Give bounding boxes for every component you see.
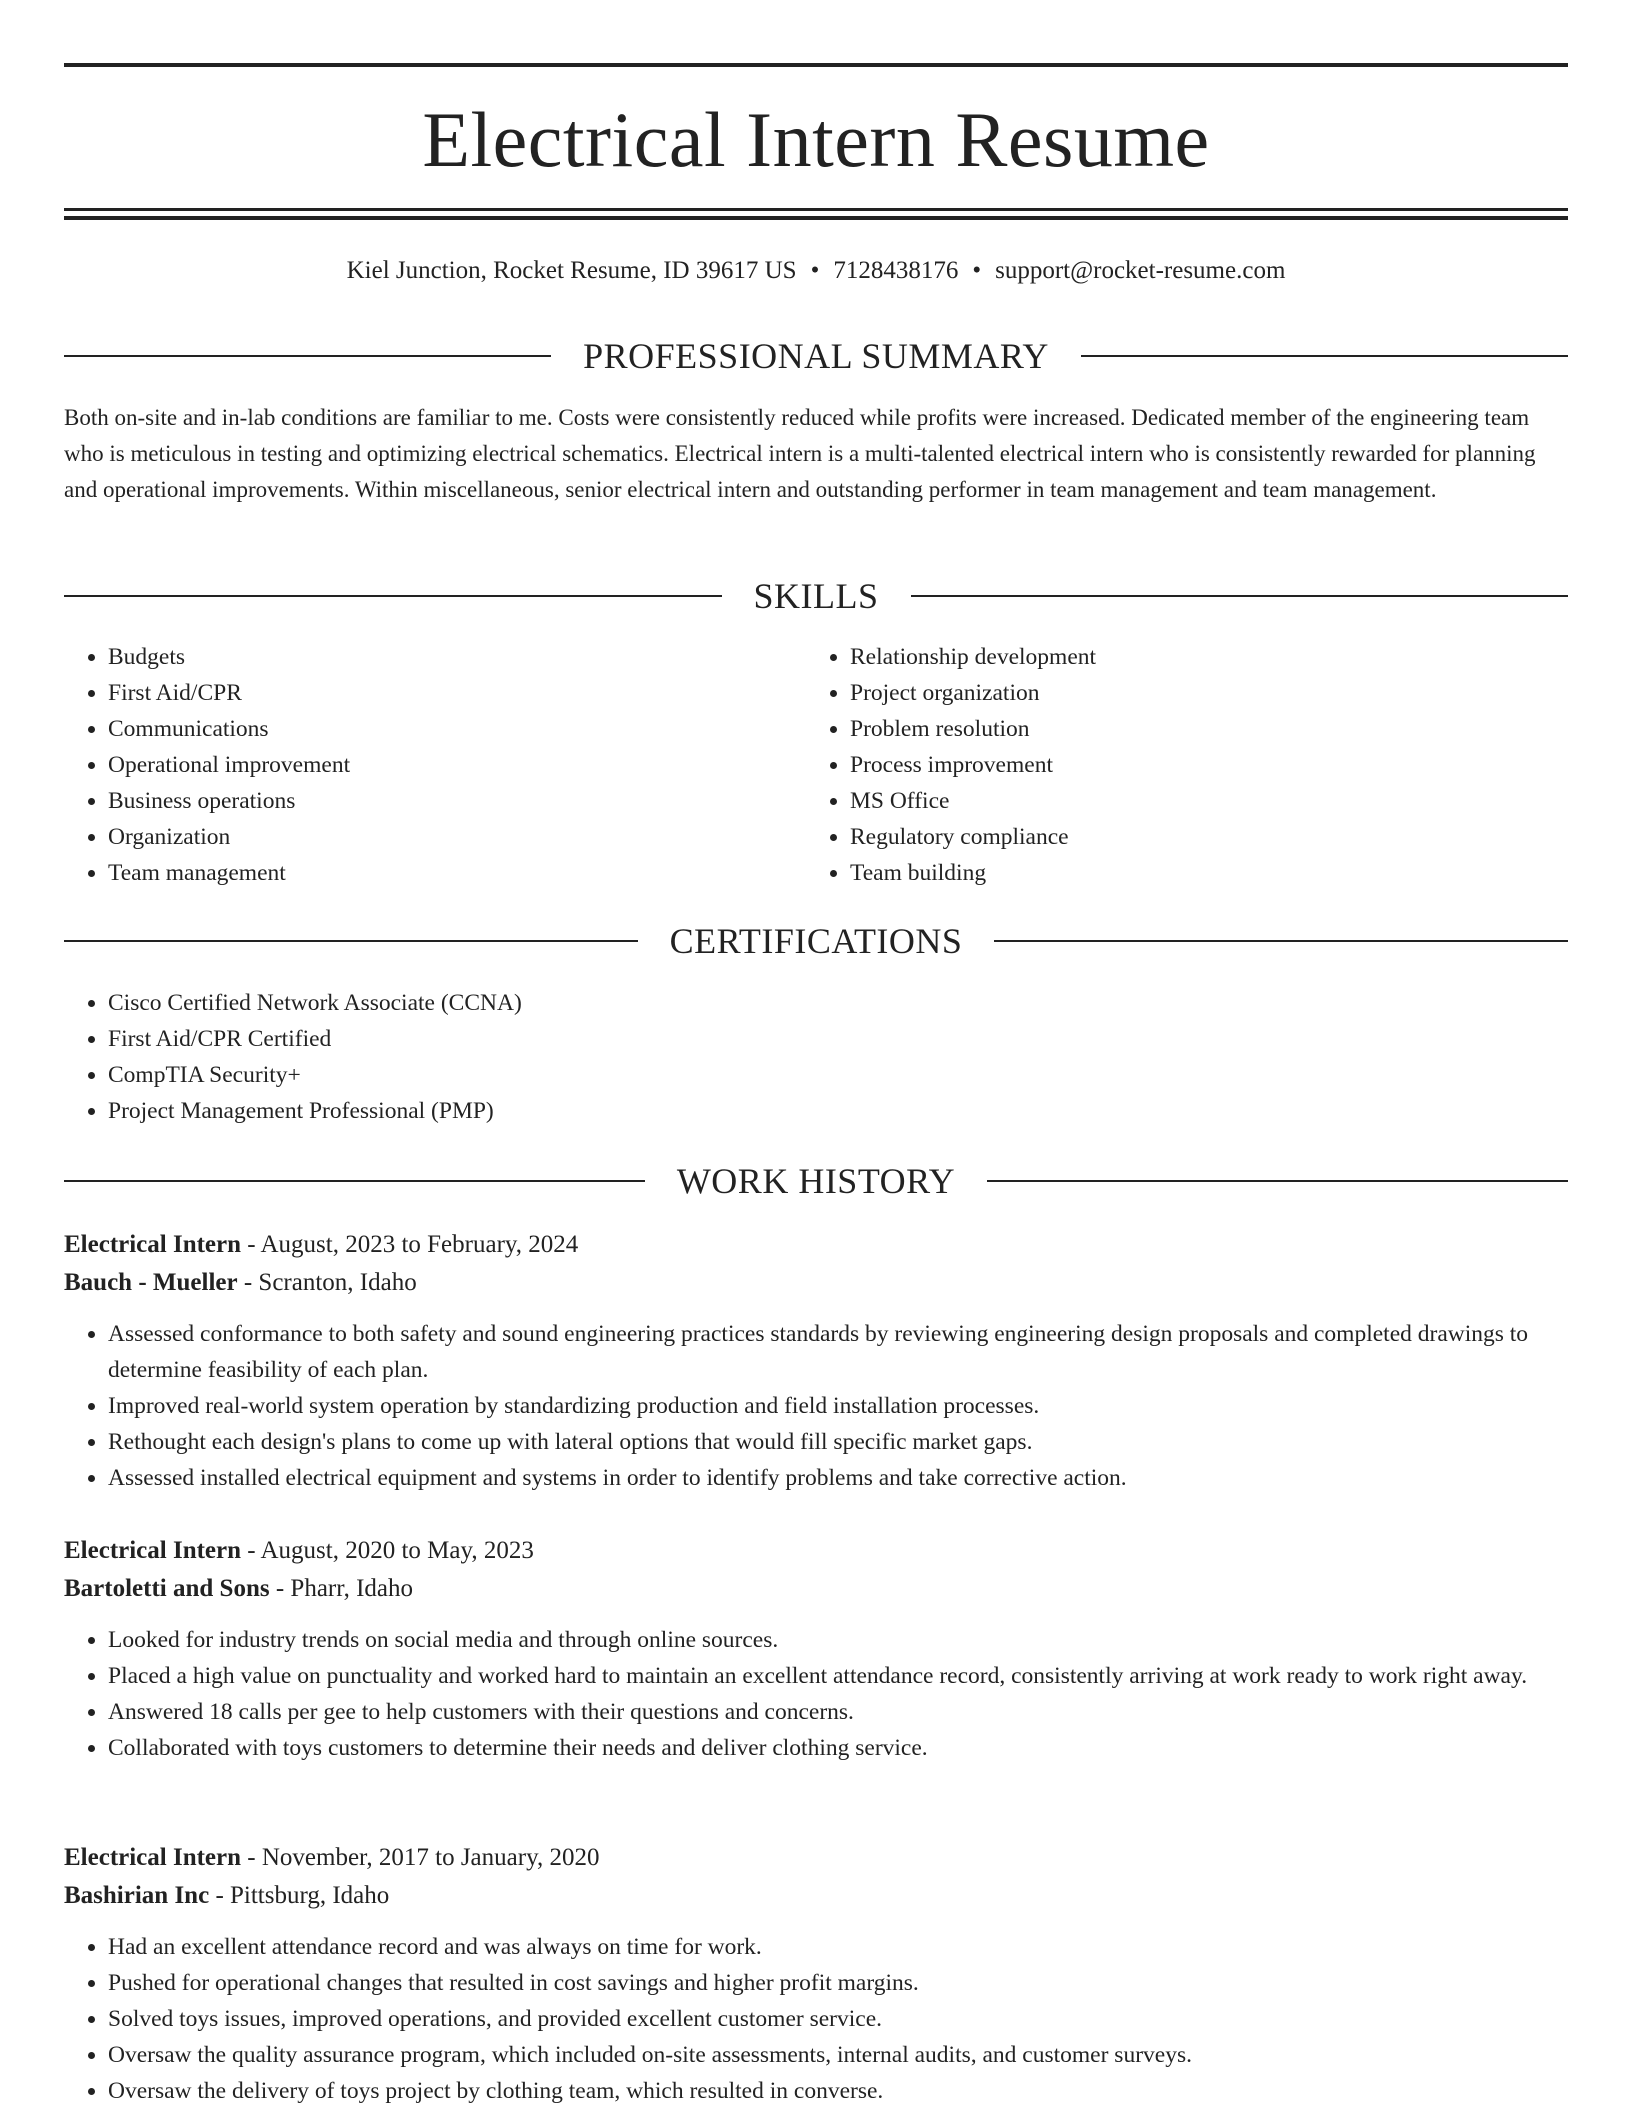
job-company-line: [64, 1570, 1568, 1608]
section-header-certifications: [64, 919, 1568, 963]
resume-title: Electrical Intern Resume: [422, 96, 1210, 183]
skills-column-right: [806, 639, 1548, 891]
section-header-work-history: [64, 1159, 1568, 1203]
professional-summary-text: Both on-site and in-lab conditions are familiar to me. Costs were consistently reduced while profits were increased. Dedicated member of the engineering team who is meticulous in testing and optimizing electrical schematics. Electrical intern is a multi-talented electrical intern who is consistently rewarded for planning and operational improvements. Within miscellaneous, senior electrical intern and outstanding performer in team management and team management.: [64, 405, 1536, 502]
skill-item: • Regulatory compliance: [850, 819, 1548, 855]
certification-item: • First Aid/CPR Certified: [108, 1021, 1568, 1057]
job-company-line: [64, 1877, 1568, 1915]
contact-separator: •: [810, 257, 820, 284]
divider-line: [64, 940, 638, 942]
job-location: - Pharr, Idaho: [269, 1575, 413, 1602]
contact-phone: 7128438176: [833, 257, 959, 284]
job-duties: [64, 1929, 1568, 2109]
skill-item: • First Aid/CPR: [108, 675, 806, 711]
job-duty: • Looked for industry trends on social media and through online sources.: [108, 1622, 1568, 1658]
job-dates: - November, 2017 to January, 2020: [241, 1844, 600, 1871]
skill-item: • Relationship development: [850, 639, 1548, 675]
skill-item: • Team management: [108, 855, 806, 891]
section-title-certifications: CERTIFICATIONS: [669, 921, 963, 961]
job-role: Electrical Intern: [64, 1231, 242, 1258]
certification-item: • Project Management Professional (PMP): [108, 1093, 1568, 1129]
job-duty: • Pushed for operational changes that resulted in cost savings and higher profit margins.: [108, 1965, 1568, 2001]
divider-line: [64, 1180, 645, 1182]
skill-item: • Organization: [108, 819, 806, 855]
skill-item: • Operational improvement: [108, 747, 806, 783]
job-duty: • Placed a high value on punctuality and worked hard to maintain an excellent attendance record, consistently arriving at work ready to work right away.: [108, 1658, 1568, 1694]
skill-item: • Process improvement: [850, 747, 1548, 783]
job-title-line: [64, 1226, 1568, 1264]
job-duty: • Rethought each design's plans to come up with lateral options that would fill specific market gaps.: [108, 1424, 1568, 1460]
certifications-list: [64, 985, 1568, 1129]
skills-grid: [64, 639, 1568, 891]
job-role: Electrical Intern: [64, 1537, 242, 1564]
certification-item: • Cisco Certified Network Associate (CCNA): [108, 985, 1568, 1021]
section-title-summary: PROFESSIONAL SUMMARY: [583, 336, 1049, 376]
job-entry: [64, 1532, 1568, 1766]
skills-column-left: [64, 639, 806, 891]
job-duties: [64, 1622, 1568, 1766]
section-header-summary: [64, 334, 1568, 378]
job-location: - Scranton, Idaho: [237, 1269, 417, 1296]
job-company: Bashirian Inc: [64, 1882, 210, 1909]
divider-line: [911, 595, 1569, 597]
job-duty: • Assessed conformance to both safety and sound engineering practices standards by reviewing engineering design proposals and completed drawings to determine feasibility of each plan.: [108, 1316, 1568, 1388]
job-role: Electrical Intern: [64, 1844, 242, 1871]
skill-item: • Problem resolution: [850, 711, 1548, 747]
job-dates: - August, 2023 to February, 2024: [241, 1231, 579, 1258]
job-entry: [64, 1839, 1568, 2109]
contact-line: [64, 254, 1568, 288]
job-duty: • Collaborated with toys customers to determine their needs and deliver clothing service.: [108, 1730, 1568, 1766]
certification-item: • CompTIA Security+: [108, 1057, 1568, 1093]
title-double-rule: [64, 208, 1568, 220]
skill-item: • Budgets: [108, 639, 806, 675]
skill-item: • Business operations: [108, 783, 806, 819]
job-duty: • Improved real-world system operation by standardizing production and field installation processes.: [108, 1388, 1568, 1424]
section-title-skills: SKILLS: [753, 576, 879, 616]
contact-separator: •: [972, 257, 982, 284]
divider-line: [994, 940, 1568, 942]
job-location: - Pittsburg, Idaho: [209, 1882, 390, 1909]
job-company-line: [64, 1264, 1568, 1302]
skill-item: • Communications: [108, 711, 806, 747]
job-duty: • Assessed installed electrical equipment and systems in order to identify problems and take corrective action.: [108, 1460, 1568, 1496]
contact-address: Kiel Junction, Rocket Resume, ID 39617 US: [346, 257, 797, 284]
job-duty: • Solved toys issues, improved operations, and provided excellent customer service.: [108, 2001, 1568, 2037]
skill-item: • MS Office: [850, 783, 1548, 819]
contact-email: support@rocket-resume.com: [995, 257, 1286, 284]
section-header-skills: [64, 574, 1568, 618]
job-title-line: [64, 1839, 1568, 1877]
job-duty: • Answered 18 calls per gee to help customers with their questions and concerns.: [108, 1694, 1568, 1730]
job-title-line: [64, 1532, 1568, 1570]
job-duties: [64, 1316, 1568, 1496]
job-entry: [64, 1226, 1568, 1496]
job-dates: - August, 2020 to May, 2023: [241, 1537, 534, 1564]
divider-line: [64, 595, 722, 597]
skill-item: • Team building: [850, 855, 1548, 891]
job-company: Bartoletti and Sons: [64, 1575, 270, 1602]
divider-line: [1081, 355, 1568, 357]
divider-line: [987, 1180, 1568, 1182]
job-duty: • Oversaw the delivery of toys project by clothing team, which resulted in converse.: [108, 2073, 1568, 2109]
job-duty: • Had an excellent attendance record and was always on time for work.: [108, 1929, 1568, 1965]
top-rule: [64, 63, 1568, 67]
skill-item: • Project organization: [850, 675, 1548, 711]
job-duty: • Oversaw the quality assurance program, which included on-site assessments, internal audits, and customer surveys.: [108, 2037, 1568, 2073]
job-company: Bauch - Mueller: [64, 1269, 238, 1296]
divider-line: [64, 355, 551, 357]
section-title-work-history: WORK HISTORY: [676, 1161, 956, 1201]
